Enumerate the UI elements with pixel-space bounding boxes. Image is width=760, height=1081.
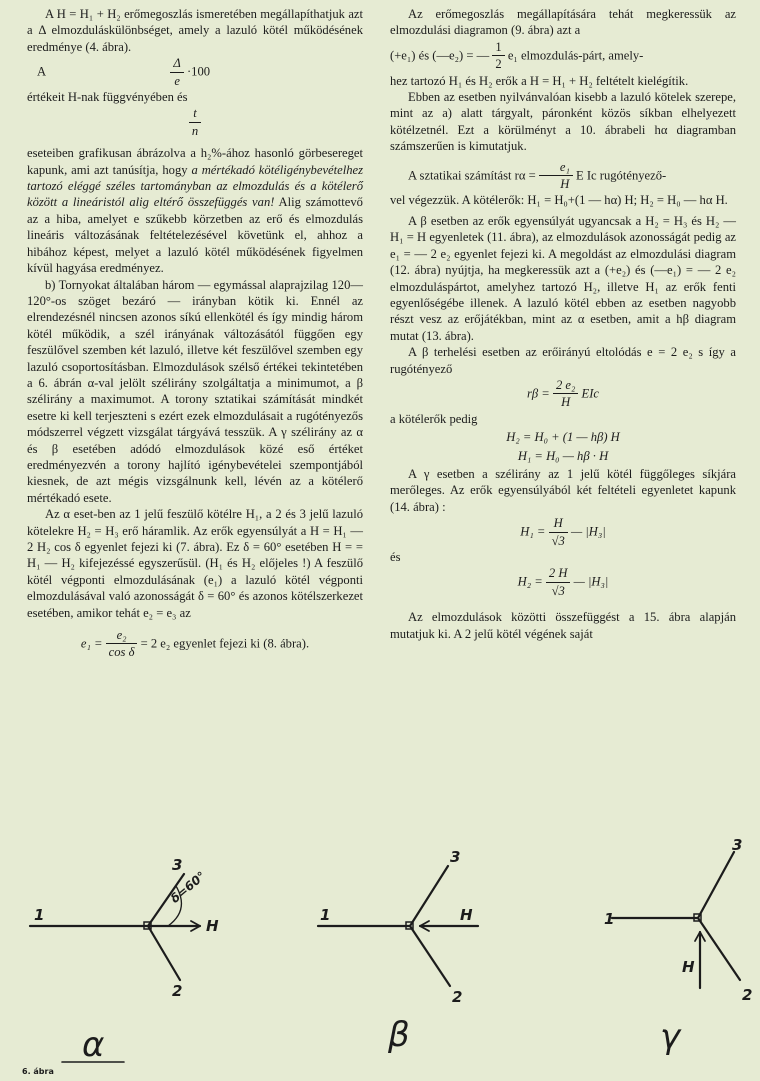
paragraph [27,145,363,276]
text-run: A sztatikai számítást rα = [408,168,536,183]
denominator: cos δ [108,645,135,660]
case-label-alpha: α [82,1025,105,1065]
equation-ratio [27,55,363,89]
fraction [170,55,183,89]
rope-label-1: 1 [34,906,45,924]
fraction [539,159,573,193]
numerator: 2 e₂ [553,377,578,394]
angle-label: δ=60° [167,868,209,906]
force-label: H [206,917,219,935]
equation-prefix: A [37,64,47,79]
fraction [106,627,138,661]
paragraph: A β terhelési esetben az erőirányú eltolódás e = 2 e₂ s így a rugótényező [390,345,736,376]
equation-h1-gamma [390,515,736,549]
denominator: √3 [551,583,565,598]
equation-right: = 2 e₂ egyenlet fejezi ki (8. ábra). [140,636,310,651]
fraction [189,105,201,139]
equation-right: EIc [581,386,600,401]
fraction [546,565,571,599]
equation-e1 [27,627,363,661]
figure-caption: 6. ábra [22,1067,54,1076]
equation-pair [390,39,736,73]
equation-left: H₁ = [520,524,546,539]
equation-left: e₁ = [80,636,103,651]
fraction [492,39,504,73]
figure-6 [0,830,760,1081]
paragraph: értékeit H-nak függvényében és [27,90,188,105]
numerator: t [189,105,201,122]
case-label-gamma: γ [660,1017,681,1057]
paragraph: és [390,550,401,564]
text-run: Alig számottevő az a hiba, amelyet e szűkebb körzetben az erő és elmozdulás lineáris változásának feltételezésével követünk el, ahhoz a hibához képest, melyet a lazuló kötél működésének figyelmen kívül hagyása eredményez. [27,195,363,276]
rope-label-2: 2 [172,982,183,1000]
paragraph: vel végezzük. A kötélerők: H₁ = H₀+(1 — hα) H; H₂ = H₀ — hα H. [390,193,728,208]
rope-label-3: 3 [172,856,183,874]
equation-h1: H₁ = H₀ — hβ · H [517,448,609,463]
paragraph: Ebben az esetben nyilvánvalóan kisebb a lazuló kötelek szerepe, mint az a) alatt tárgyalt, páronként közös síkban elhelyezett kötélzetnél. Ezt a körülményt a 10. ábrabeli hα diagramban számszerűen is kimutatjuk. [390,90,736,154]
denominator: 2 [495,57,502,72]
numerator: Δ [170,55,183,72]
numerator: 2 H [546,565,571,582]
paragraph: hez tartozó H₁ és H₂ erők a H = H₁ + H₂ feltételt kielégítik. [390,73,689,88]
equation-left: H₂ = [517,575,543,590]
equation-left: (+e₁) és (—e₂) = — [390,48,490,63]
paragraph: Az elmozdulások közötti összefüggést a 15. ábra alapján mutatjuk ki. A 2 jelű kötél végének saját [390,610,736,641]
paragraph: Az erőmegoszlás megállapítására tehát megkeressük az elmozdulási diagramon (9. ábra) azt a [390,7,736,38]
numerator: 1 [492,39,504,56]
rope-label-1: 1 [604,910,615,928]
rope-label-1: 1 [320,906,331,924]
denominator: n [191,123,199,138]
equation-left: rβ = [526,386,550,401]
force-label: H [682,958,695,976]
rope-label-3: 3 [732,836,743,854]
denominator: e [174,73,180,88]
paragraph: A H = H₁ + H₂ erőmegoszlás ismeretében megállapíthatjuk azt a Δ elmozduláskülönbséget, amely a lazuló kötél működésének eredménye (4. ábra). [27,7,363,54]
denominator: H [560,177,570,192]
equation-tn [27,105,363,139]
denominator: H [561,395,571,410]
text-run: E Ic rugótényező- [576,168,667,183]
paragraph: A γ esetben a szélirány az 1 jelű kötél függőleges síkjára merőleges. Az erők egyensúlyából két feltételi egyenletet kapunk (14. ábra) : [390,466,736,514]
paragraph: Az α eset-ben az 1 jelű feszülő kötélre H₁, a 2 és 3 jelű lazuló kötelekre H₂ = H₃ erő háramlik. Az erők egyensúlyát a H = H₁ — 2 H₂ cos δ egyenlet fejezi ki (7. ábra). Ez δ = 60° esetében H = = H₁ — H₂ kifejezéssé egyszerűsül. (H₁ és H₂ előjeles !) A feszülő kötél végponti elmozdulásának (e₁) a lazuló kötél végponti elmozdulásával való azonosságát δ = 60° és azonos kötélszerkezet esetében, amikor tehát e₂ = e₃ az [27,507,363,620]
paragraph [390,159,736,193]
right-column [390,6,736,642]
diagram-beta [318,866,478,986]
rope-label-2: 2 [742,986,753,1004]
fraction [553,377,578,411]
equation-right: e₁ elmozdulás-párt, amely- [507,48,644,63]
left-column [27,6,363,661]
case-label-beta: β [388,1015,410,1055]
equation-right: — |H₃| [573,575,609,590]
equation-h2-gamma [390,565,736,599]
numerator: e₂ [106,627,138,644]
equation-right: — |H₃| [570,524,606,539]
equation-r-beta [390,377,736,411]
text-run: eseteiben grafikusan ábrázolva a h₂%-ához hasonló görbesereget kapunk, ami azt tanúsítja, hogy [27,146,363,177]
force-label: H [460,906,473,924]
paragraph: b) Tornyokat általában három — egymással alaprajzilag 120—120°-os szöget bezáró — irányban kötik ki. Ennél az elrendezésnél nincsen azonos síkú ellenkötél és így mindig három kötél működik, a szél irányának változásától függően egy feszülővel szemben két lazuló, illetve két feszülővel szemben egy lazuló csoportosításban. Elmozdulások szélső értékei tekintetében a 6. ábrán α-val jelölt szélirány szolgáltatja a minimumot, a β szélirány a maximumot. A torony sztatikai számítását mindkét esetre ki kell terjeszteni s ezért ezek elmozdulásait a rugótényezős módszerrel végzett vizsgálat tárgyává tesszük. A γ szélirány az α és β esetében adódó elmozdulások közé eső értéket eredményezvén a torony hajlító igénybevételei szempontjából kiesnek, de azt mégis vizsgálnunk kell, lévén az a kötélerő mértékadó esete. [27,277,363,505]
paragraph: a kötélerők pedig [390,411,478,426]
paragraph: A β esetben az erők egyensúlyát ugyancsak a H₂ = H₃ és H₂ — H₁ = H egyenletek (11. ábra), az elmozdulások azonosságát pedig az e₁ = — 2 e₂ egyenlet fejezi ki. A megoldást az elmozdulási diagram (12. ábra) nyújtja, ha megkeressük azt a (+e₂) és (—e₁) = — 2 e₂ elmozduláspártot, amelyhez tartozó H₂, illetve H₁ az erők fenti egyenlőségébe illenek. A lazuló kötél ebben az esetben nagyobb részt vesz az erőjátékban, mint az α esetben, amit a hβ diagram mutat (13. ábra). [390,213,736,343]
equation-h2: H₂ = H₀ + (1 — hβ) H [506,430,620,445]
numerator: e₁ [539,159,573,176]
rope-label-2: 2 [452,988,463,1006]
fraction [549,515,568,549]
equation-suffix: ·100 [186,64,211,79]
diagram-gamma [612,852,740,988]
numerator: H [549,515,568,532]
rope-label-3: 3 [450,848,461,866]
emphasis-text: a mértékadó kötéligénybevételhez tartozó eléggé széles tartományban az elmozdulás és a kötélerő között a lineáristól alig eltérő összefüggés van! [27,162,363,210]
denominator: √3 [551,533,565,548]
